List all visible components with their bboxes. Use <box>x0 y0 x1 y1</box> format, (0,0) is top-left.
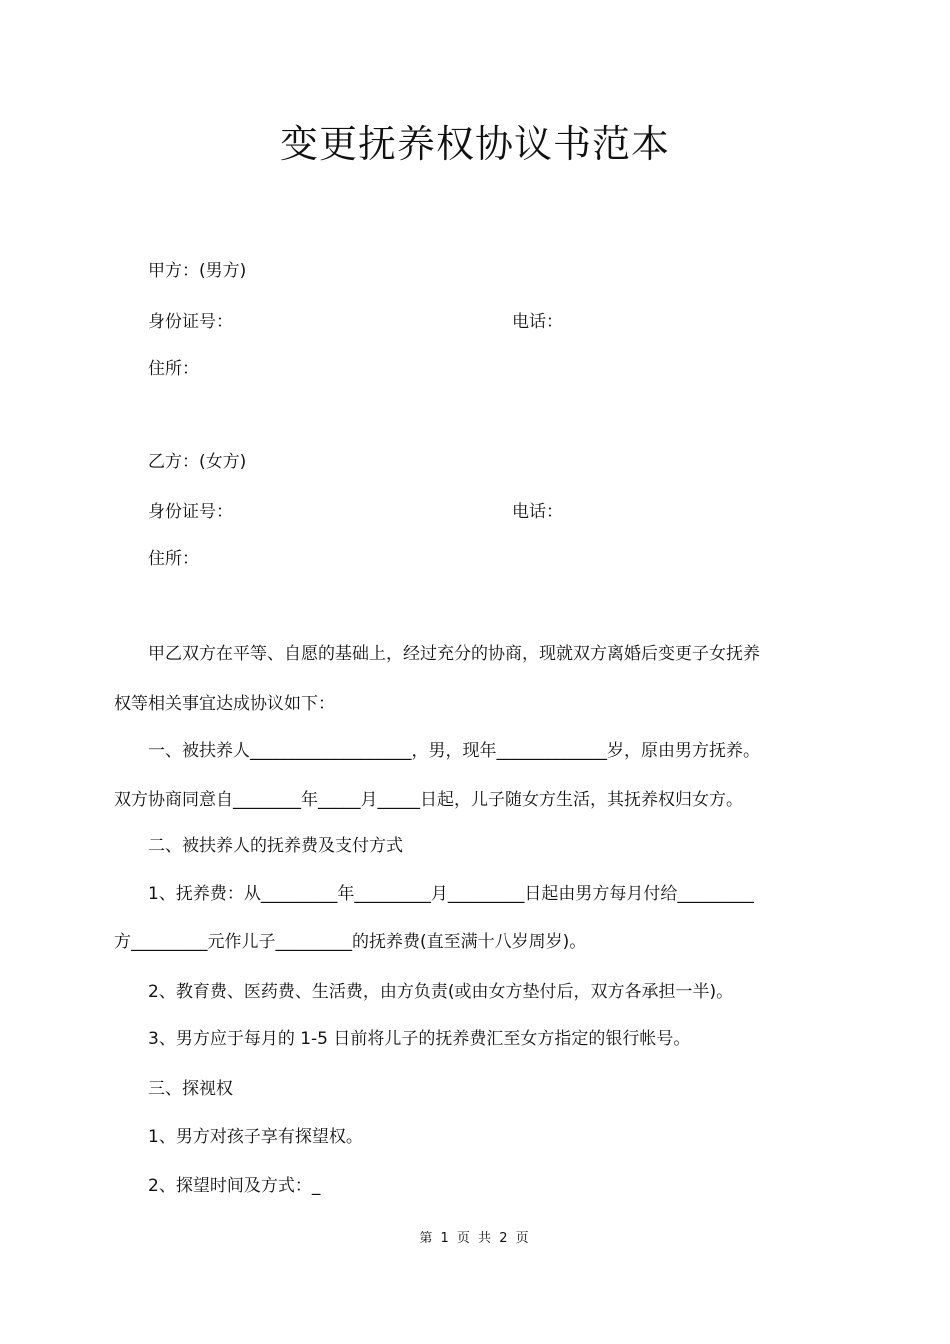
party-a-phone-label: 电话： <box>512 312 563 332</box>
section2-item2: 2、教育费、医药费、生活费，由方负责(或由女方垫付后，双方各承担一半)。 <box>148 982 734 1002</box>
party-a-label: 甲方：(男方) <box>148 261 247 281</box>
party-a-address-label: 住所： <box>148 359 199 379</box>
section2-item3: 3、男方应于每月的 1-5 日前将儿子的抚养费汇至女方指定的银行帐号。 <box>148 1029 691 1049</box>
party-b-id-label: 身份证号： <box>148 502 233 522</box>
section3-item1: 1、男方对孩子享有探望权。 <box>148 1127 363 1147</box>
section1-line-1: 一、被扶养人___________________，男，现年_____________岁，原由男方抚养。 <box>148 741 760 761</box>
section1-line-2: 双方协商同意自________年_____月_____日起，儿子随女方生活，其抚养权归女方。 <box>114 790 743 810</box>
party-b-address-label: 住所： <box>148 549 199 569</box>
party-b-phone-label: 电话： <box>512 502 563 522</box>
document-title: 变更抚养权协议书范本 <box>279 122 670 166</box>
section3-item2: 2、探望时间及方式：_ <box>148 1176 321 1196</box>
party-b-label: 乙方：(女方) <box>148 452 247 472</box>
section3-heading: 三、探视权 <box>148 1079 233 1099</box>
party-a-id-label: 身份证号： <box>148 312 233 332</box>
section2-item1-line-1: 1、抚养费：从_________年_________月_________日起由男方每月付给_________ <box>148 884 754 904</box>
intro-line-2: 权等相关事宜达成协议如下： <box>114 694 335 714</box>
section2-item1-line-2: 方_________元作儿子_________的抚养费(直至满十八岁周岁)。 <box>114 932 587 952</box>
intro-line-1: 甲乙双方在平等、自愿的基础上，经过充分的协商，现就双方离婚后变更子女抚养 <box>148 644 760 664</box>
page-footer: 第 1 页 共 2 页 <box>419 1231 531 1246</box>
section2-heading: 二、被扶养人的抚养费及支付方式 <box>148 836 403 856</box>
